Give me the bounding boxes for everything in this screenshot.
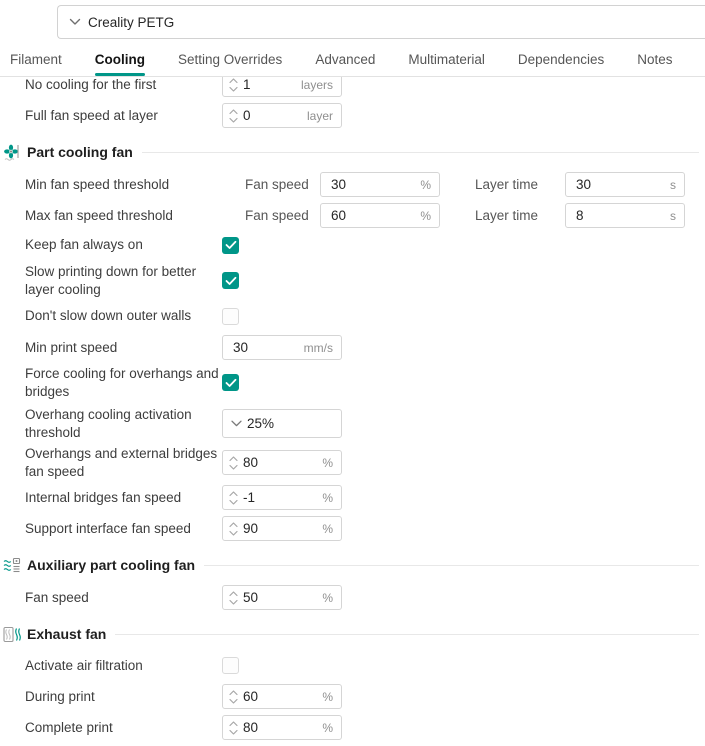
setting-label: Min print speed bbox=[25, 339, 118, 355]
min-print-speed-input[interactable] bbox=[222, 335, 342, 360]
setting-row-complete-print bbox=[0, 714, 699, 741]
setting-label: Support interface fan speed bbox=[25, 521, 191, 537]
fan-icon bbox=[3, 143, 22, 162]
max-fan-speed-threshold-layer-time-input[interactable] bbox=[565, 203, 685, 228]
setting-row-keep-fan-always-on bbox=[0, 233, 699, 257]
setting-row-internal-bridges-fan-speed bbox=[0, 484, 699, 511]
setting-label: During print bbox=[25, 689, 95, 705]
aux-fan-icon bbox=[3, 556, 22, 575]
min-fan-speed-threshold-layer-time-value[interactable]: 30 bbox=[576, 177, 592, 192]
section-header-auxiliary-part-cooling-fan bbox=[0, 554, 699, 576]
tab-advanced[interactable]: Advanced bbox=[315, 52, 376, 67]
spinner-arrows-icon[interactable] bbox=[223, 721, 243, 735]
tab-bar bbox=[0, 48, 705, 77]
setting-label: Min fan speed threshold bbox=[25, 176, 170, 192]
setting-label: Full fan speed at layer bbox=[25, 107, 158, 123]
min-fan-speed-threshold-layer-time-unit: s bbox=[670, 177, 676, 192]
min-print-speed-unit: mm/s bbox=[303, 340, 333, 355]
full-fan-speed-at-layer-unit: layer bbox=[306, 108, 333, 123]
setting-label: Overhangs and external bridges fan speed bbox=[25, 446, 218, 479]
internal-bridges-fan-speed-unit: % bbox=[322, 490, 333, 505]
setting-row-during-print bbox=[0, 683, 699, 710]
tab-cooling[interactable]: Cooling bbox=[95, 48, 145, 76]
slow-printing-down-for-better-layer-cooling-checkbox[interactable] bbox=[222, 272, 239, 289]
setting-label: Fan speed bbox=[25, 590, 89, 606]
keep-fan-always-on-checkbox[interactable] bbox=[222, 237, 239, 254]
activate-air-filtration-checkbox[interactable] bbox=[222, 657, 239, 674]
setting-row-min-print-speed bbox=[0, 334, 699, 361]
sublabel-fan-speed: Fan speed bbox=[245, 208, 309, 223]
setting-row-fan-speed bbox=[0, 584, 699, 611]
section-divider bbox=[142, 152, 699, 153]
setting-label: Complete print bbox=[25, 720, 113, 736]
setting-label: No cooling for the first bbox=[25, 77, 157, 92]
during-print-value[interactable]: 60 bbox=[243, 689, 259, 705]
max-fan-speed-threshold-layer-time-unit: s bbox=[670, 208, 676, 223]
setting-row-slow-printing-down-for-better-layer-cooling bbox=[0, 263, 699, 298]
max-fan-speed-threshold-layer-time-value[interactable]: 8 bbox=[576, 208, 584, 223]
max-fan-speed-threshold-fan-speed-value[interactable]: 60 bbox=[331, 208, 347, 223]
no-cooling-for-the-first-unit: layers bbox=[300, 77, 333, 92]
fan-speed-input[interactable] bbox=[222, 585, 342, 610]
setting-row-overhang-cooling-activation-threshold bbox=[0, 406, 699, 441]
settings-content bbox=[0, 77, 705, 745]
tab-multimaterial[interactable]: Multimaterial bbox=[408, 52, 485, 67]
preset-selector[interactable] bbox=[57, 5, 705, 39]
spinner-arrows-icon[interactable] bbox=[223, 591, 243, 605]
setting-label: Overhang cooling activation threshold bbox=[25, 407, 192, 440]
overhangs-and-external-bridges-fan-speed-input[interactable] bbox=[222, 450, 342, 475]
support-interface-fan-speed-input[interactable] bbox=[222, 516, 342, 541]
setting-label: Force cooling for overhangs and bridges bbox=[25, 366, 219, 399]
overhangs-and-external-bridges-fan-speed-value[interactable]: 80 bbox=[243, 455, 259, 471]
preset-name: Creality PETG bbox=[88, 14, 175, 30]
spinner-arrows-icon[interactable] bbox=[223, 109, 243, 123]
sublabel-fan-speed: Fan speed bbox=[245, 177, 309, 192]
setting-row-don-t-slow-down-outer-walls bbox=[0, 304, 699, 328]
support-interface-fan-speed-value[interactable]: 90 bbox=[243, 521, 259, 537]
internal-bridges-fan-speed-value[interactable]: -1 bbox=[243, 490, 256, 506]
spinner-arrows-icon[interactable] bbox=[223, 690, 243, 704]
no-cooling-for-the-first-input[interactable] bbox=[222, 77, 342, 97]
min-fan-speed-threshold-fan-speed-value[interactable]: 30 bbox=[331, 177, 347, 192]
section-header-exhaust-fan bbox=[0, 623, 699, 645]
complete-print-input[interactable] bbox=[222, 715, 342, 740]
complete-print-value[interactable]: 80 bbox=[243, 720, 259, 736]
support-interface-fan-speed-unit: % bbox=[322, 521, 333, 536]
setting-row-full-fan-speed-at-layer bbox=[0, 102, 699, 129]
spinner-arrows-icon[interactable] bbox=[223, 491, 243, 505]
setting-row-activate-air-filtration bbox=[0, 653, 699, 677]
min-fan-speed-threshold-fan-speed-input[interactable] bbox=[320, 172, 440, 197]
setting-label: Don't slow down outer walls bbox=[25, 308, 192, 324]
section-divider bbox=[204, 565, 699, 566]
overhangs-and-external-bridges-fan-speed-unit: % bbox=[322, 455, 333, 470]
during-print-input[interactable] bbox=[222, 684, 342, 709]
no-cooling-for-the-first-value[interactable]: 1 bbox=[243, 77, 251, 92]
sublabel-layer-time: Layer time bbox=[475, 177, 539, 192]
setting-label: Activate air filtration bbox=[25, 657, 143, 673]
tab-notes[interactable]: Notes bbox=[637, 52, 673, 67]
max-fan-speed-threshold-fan-speed-input[interactable] bbox=[320, 203, 440, 228]
full-fan-speed-at-layer-input[interactable] bbox=[222, 103, 342, 128]
section-divider bbox=[115, 634, 699, 635]
sublabel-layer-time: Layer time bbox=[475, 208, 539, 223]
min-print-speed-value[interactable]: 30 bbox=[233, 340, 249, 356]
internal-bridges-fan-speed-input[interactable] bbox=[222, 485, 342, 510]
spinner-arrows-icon[interactable] bbox=[223, 456, 243, 470]
tab-filament[interactable]: Filament bbox=[10, 52, 62, 67]
overhang-cooling-activation-threshold-dropdown[interactable] bbox=[222, 409, 342, 438]
setting-label: Keep fan always on bbox=[25, 237, 143, 253]
chevron-down-icon bbox=[69, 18, 81, 26]
setting-row-min-fan-speed-threshold bbox=[0, 171, 699, 198]
spinner-arrows-icon[interactable] bbox=[223, 78, 243, 92]
overhang-cooling-activation-threshold-value: 25% bbox=[247, 416, 275, 432]
section-title: Part cooling fan bbox=[27, 144, 133, 160]
setting-row-force-cooling-for-overhangs-and-bridges bbox=[0, 365, 699, 400]
exhaust-fan-icon bbox=[3, 625, 22, 644]
setting-row-overhangs-and-external-bridges-fan-speed bbox=[0, 445, 699, 480]
setting-row-max-fan-speed-threshold bbox=[0, 202, 699, 229]
chevron-down-icon bbox=[231, 420, 242, 427]
setting-label: Slow printing down for better layer cooling bbox=[25, 264, 197, 297]
min-fan-speed-threshold-fan-speed-unit: % bbox=[420, 177, 431, 192]
setting-label: Internal bridges fan speed bbox=[25, 490, 182, 506]
max-fan-speed-threshold-fan-speed-unit: % bbox=[420, 208, 431, 223]
setting-label: Max fan speed threshold bbox=[25, 207, 173, 223]
section-title: Exhaust fan bbox=[27, 626, 107, 643]
section-title: Auxiliary part cooling fan bbox=[27, 557, 196, 574]
tab-dependencies[interactable]: Dependencies bbox=[517, 52, 605, 67]
spinner-arrows-icon[interactable] bbox=[223, 522, 243, 536]
min-fan-speed-threshold-layer-time-input[interactable] bbox=[565, 172, 685, 197]
fan-speed-value[interactable]: 50 bbox=[243, 590, 259, 606]
during-print-unit: % bbox=[322, 689, 333, 704]
full-fan-speed-at-layer-value[interactable]: 0 bbox=[243, 108, 251, 123]
don-t-slow-down-outer-walls-checkbox[interactable] bbox=[222, 308, 239, 325]
complete-print-unit: % bbox=[322, 720, 333, 735]
preset-bar bbox=[0, 0, 705, 48]
tab-setting-overrides[interactable]: Setting Overrides bbox=[178, 52, 283, 67]
setting-row-no-cooling-for-the-first bbox=[0, 77, 699, 98]
fan-speed-unit: % bbox=[322, 590, 333, 605]
force-cooling-for-overhangs-and-bridges-checkbox[interactable] bbox=[222, 374, 239, 391]
setting-row-support-interface-fan-speed bbox=[0, 515, 699, 542]
section-header-part-cooling-fan bbox=[0, 141, 699, 163]
